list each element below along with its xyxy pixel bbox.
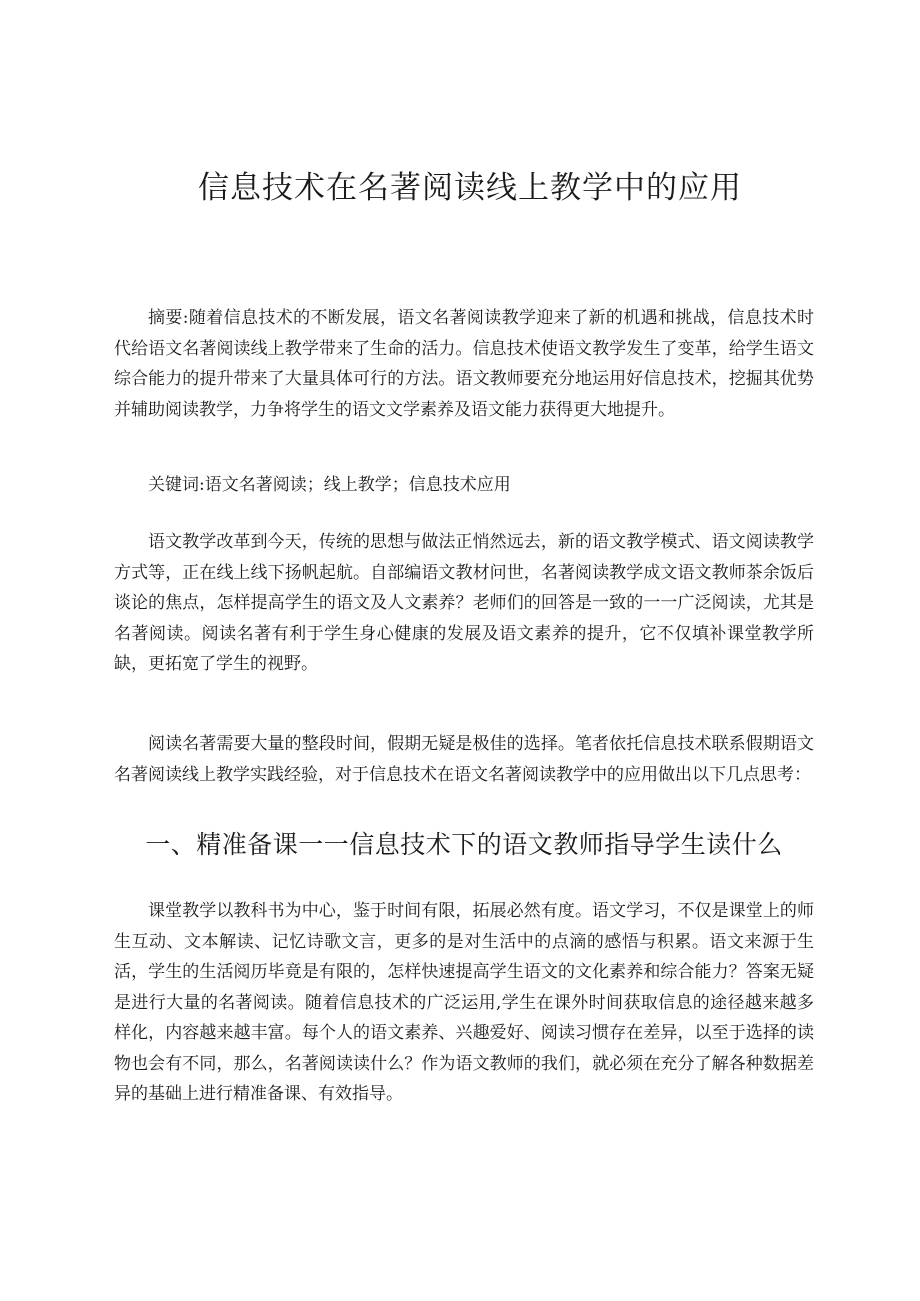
section-heading-1: 一、精准备课一一信息技术下的语文教师指导学生读什么 — [145, 830, 783, 859]
abstract-paragraph — [114, 303, 814, 425]
keywords-label: 关键词: — [148, 475, 205, 495]
keywords-text: 语文名著阅读；线上教学；信息技术应用 — [204, 475, 511, 495]
section-1-paragraph: 课堂教学以教科书为中心，鉴于时间有限，拓展必然有度。语文学习，不仅是课堂上的师生互动、文本解读、记忆诗歌文言，更多的是对生活中的点滴的感悟与积累。语文来源于生活，学生的生活阅历毕竟是有限的，怎样快速提高学生语文的文化素养和综合能力？答案无疑是进行大量的名著阅读。随着信息技术的广泛运用,学生在课外时间获取信息的途径越来越多样化，内容越来越丰富。每个人的语文素养、兴趣爱好、阅读习惯存在差异，以至于选择的读物也会有不同，那么，名著阅读读什么？作为语文教师的我们，就必须在充分了解各种数据差异的基础上进行精准备课、有效指导。 — [114, 901, 814, 1104]
abstract-text: 随着信息技术的不断发展，语文名著阅读教学迎来了新的机遇和挑战，信息技术时代给语文名著阅读线上教学带来了生命的活力。信息技术使语文教学发生了变革，给学生语文综合能力的提升带来了大量具体可行的方法。语文教师要充分地运用好信息技术，挖掘其优势并辅助阅读教学，力争将学生的语文文学素养及语文能力获得更大地提升。 — [114, 308, 814, 420]
document-title: 信息技术在名著阅读线上教学中的应用 — [198, 170, 742, 206]
abstract-label: 摘要: — [148, 308, 189, 328]
body-paragraph-1: 语文教学改革到今天，传统的思想与做法正悄然远去，新的语文教学模式、语文阅读教学方式等，正在线上线下扬帆起航。自部编语文教材问世，名著阅读教学成文语文教师茶余饭后谈论的焦点，怎样提高学生的语文及人文素养？老师们的回答是一致的一一广泛阅读，尤其是名著阅读。阅读名著有利于学生身心健康的发展及语文素养的提升，它不仅填补课堂教学所缺，更拓宽了学生的视野。 — [114, 532, 814, 674]
body-paragraph-2: 阅读名著需要大量的整段时间，假期无疑是极佳的选择。笔者依托信息技术联系假期语文名著阅读线上教学实践经验，对于信息技术在语文名著阅读教学中的应用做出以下几点思考： — [114, 734, 814, 785]
keywords-paragraph — [114, 470, 814, 501]
